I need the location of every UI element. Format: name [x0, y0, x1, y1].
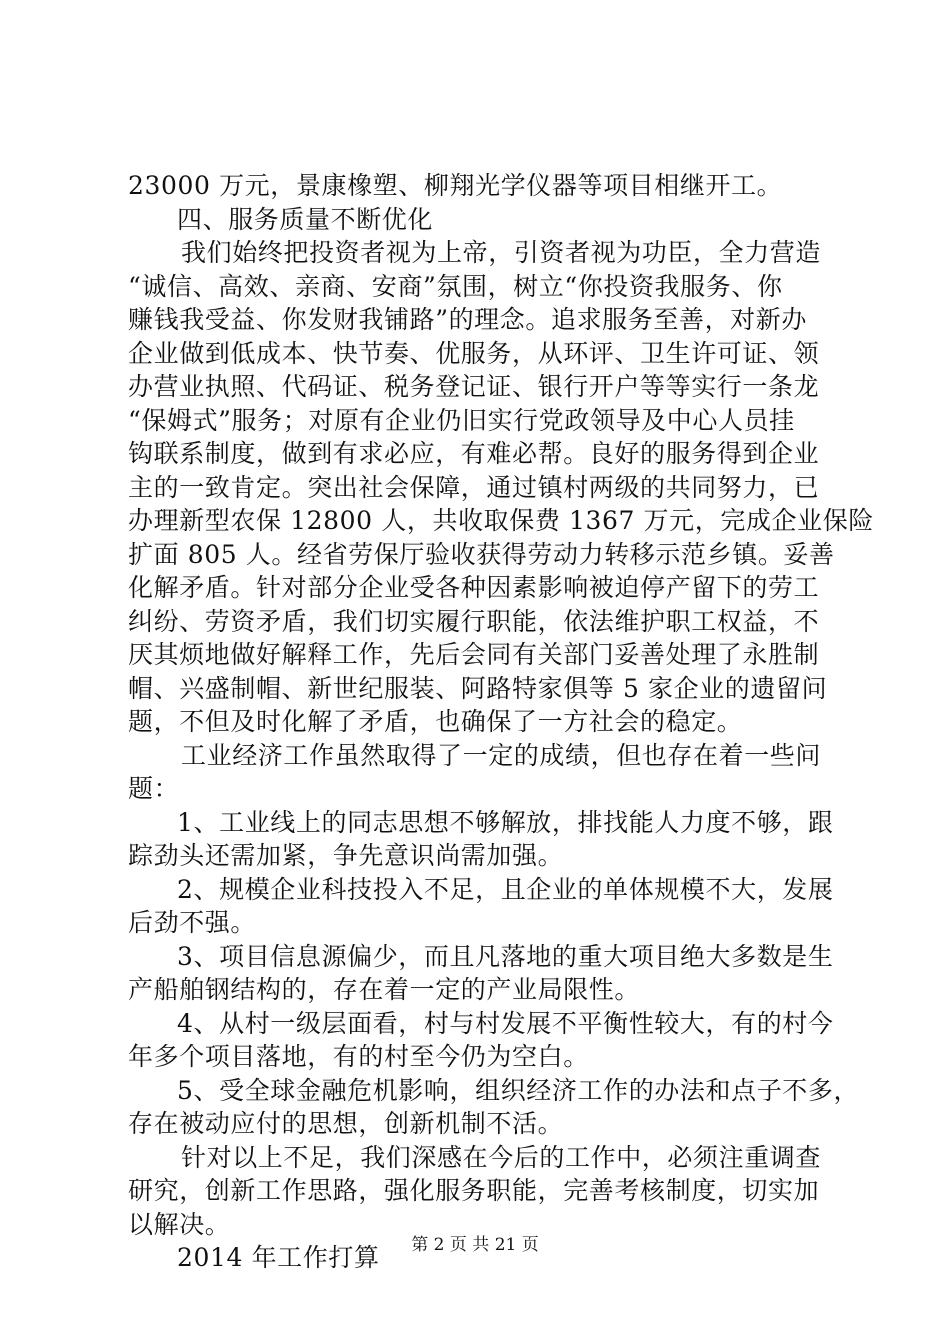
text-line: 企业做到低成本、快节奏、优服务，从环评、卫生许可证、领	[128, 338, 820, 368]
text-line: 扩面 805 人。经省劳保厅验收获得劳动力转移示范乡镇。妥善	[128, 539, 835, 569]
text-line: 研究，创新工作思路，强化服务职能，完善考核制度，切实加	[128, 1176, 820, 1205]
text-line: “诚信、高效、亲商、安商”氛围，树立“你投资我服务、你	[128, 271, 783, 301]
text-line: 4、从村一级层面看，村与村发展不平衡性较大，有的村今	[177, 1008, 834, 1038]
text-line: 我们始终把投资者视为上帝，引资者视为功臣，全力营造	[181, 238, 822, 267]
text-line: 存在被动应付的思想，创新机制不活。	[128, 1109, 564, 1138]
text-line: “保姆式”服务；对原有企业仍旧实行党政领导及中心人员挂	[128, 405, 795, 435]
text-line: 2、规模企业科技投入不足，且企业的单体规模不大，发展	[177, 874, 834, 904]
text-line: 题，不但及时化解了矛盾，也确保了一方社会的稳定。	[128, 707, 743, 736]
page-footer: 第 2 页 共 21 页	[411, 1235, 539, 1255]
document-body	[128, 169, 874, 1275]
text-line: 办理新型农保 12800 人，共收取保费 1367 万元，完成企业保险	[128, 506, 874, 535]
text-line: 厌其烦地做好解释工作，先后会同有关部门妥善处理了永胜制	[128, 640, 820, 669]
text-line: 3、项目信息源偏少，而且凡落地的重大项目绝大多数是生	[177, 941, 834, 971]
text-line: 5、受全球金融危机影响，组织经济工作的办法和点子不多，	[177, 1075, 860, 1105]
text-line: 办营业执照、代码证、税务登记证、银行开户等等实行一条龙	[128, 372, 820, 401]
text-line: 23000 万元，景康橡塑、柳翔光学仪器等项目相继开工。	[128, 171, 783, 200]
text-line: 赚钱我受益、你发财我铺路”的理念。追求服务至善，对新办	[128, 305, 807, 334]
text-line: 以解决。	[128, 1209, 231, 1239]
text-line: 后劲不强。	[128, 908, 257, 937]
text-line: 四、服务质量不断优化	[177, 204, 434, 234]
text-line: 主的一致肯定。突出社会保障，通过镇村两级的共同努力，已	[128, 472, 820, 502]
text-line: 工业经济工作虽然取得了一定的成绩，但也存在着一些问	[181, 740, 822, 770]
text-line: 年多个项目落地，有的村至今仍为空白。	[128, 1042, 589, 1071]
text-line: 化解矛盾。针对部分企业受各种因素影响被迫停产留下的劳工	[128, 573, 820, 602]
text-line: 针对以上不足，我们深感在今后的工作中，必须注重调查	[181, 1142, 822, 1172]
text-line: 纠纷、劳资矛盾，我们切实履行职能，依法维护职工权益，不	[128, 606, 820, 636]
text-line: 1、工业线上的同志思想不够解放，排找能人力度不够，跟	[177, 807, 834, 837]
text-line: 产船舶钢结构的，存在着一定的产业局限性。	[128, 975, 641, 1004]
text-line: 2014 年工作打算	[177, 1243, 380, 1272]
text-line: 踪劲头还需加紧，争先意识尚需加强。	[128, 841, 564, 870]
text-line: 题：	[128, 774, 180, 803]
text-line: 钩联系制度，做到有求必应，有难必帮。良好的服务得到企业	[128, 439, 820, 468]
text-line: 帽、兴盛制帽、新世纪服装、阿路特家俱等 5 家企业的遗留问	[128, 673, 828, 703]
